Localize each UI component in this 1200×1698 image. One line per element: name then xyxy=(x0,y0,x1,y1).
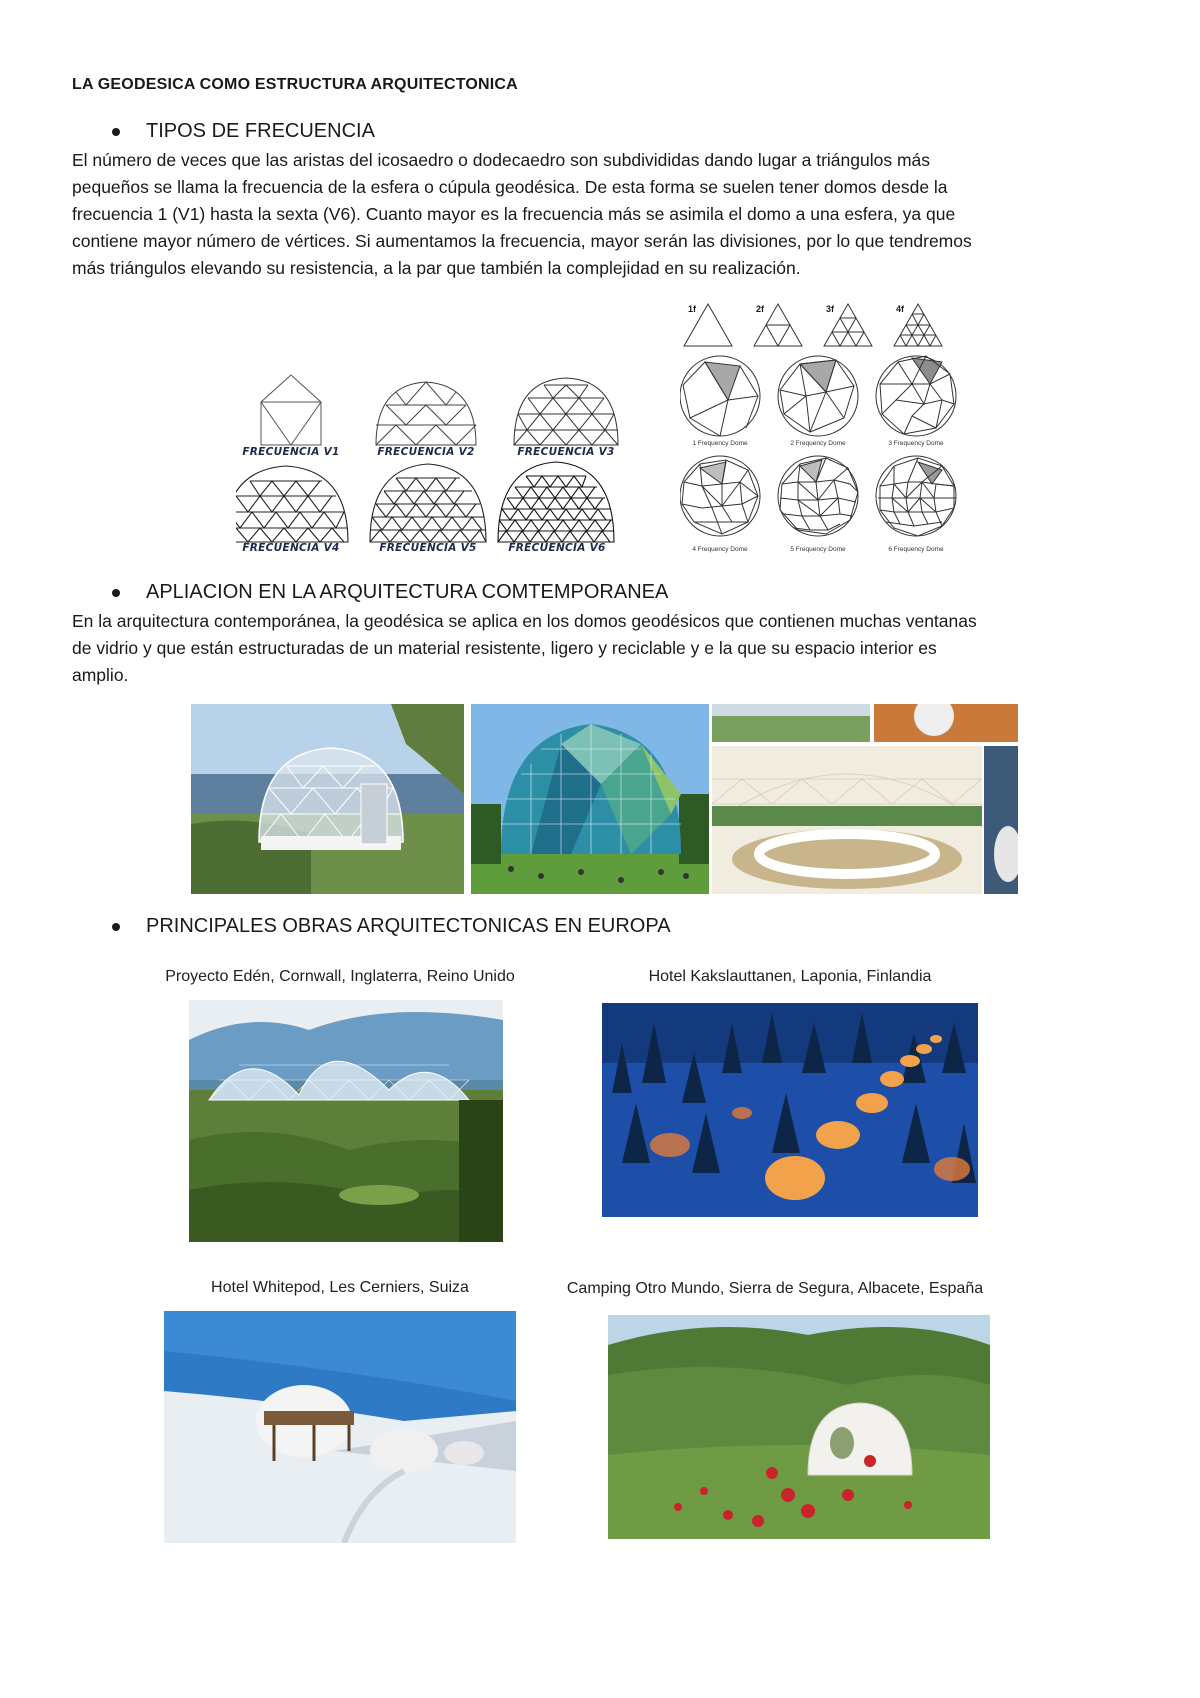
dome-v1-icon xyxy=(261,375,321,445)
section-heading-application xyxy=(72,581,668,604)
paragraph-line: El número de veces que las aristas del icosaedro o dodecaedro son subdivididas dando lugar a triángulos más xyxy=(72,150,931,170)
dome-label-v4: FRECUENCIA V4 xyxy=(242,542,340,554)
paragraph-line: amplio. xyxy=(72,665,129,685)
dome-label-v1: FRECUENCIA V1 xyxy=(242,446,340,458)
sphere-5f-icon xyxy=(778,456,858,536)
frequency-spheres-drawing xyxy=(680,300,970,565)
triangle-label-3f: 3f xyxy=(826,304,835,314)
work-caption-eden: Proyecto Edén, Cornwall, Inglaterra, Reino Unido xyxy=(165,968,515,985)
dome-label-v3: FRECUENCIA V3 xyxy=(517,446,615,458)
work-caption-kakslauttanen: Hotel Kakslauttanen, Laponia, Finlandia xyxy=(648,968,932,985)
frequency-paragraph xyxy=(72,147,1132,282)
dome-v5-icon xyxy=(370,464,486,542)
eden-project-photo xyxy=(189,1000,503,1242)
application-paragraph xyxy=(72,608,1132,689)
dome-label-v6: FRECUENCIA V6 xyxy=(508,542,606,554)
paragraph-line: contiene mayor número de vértices. Si aumentamos la frecuencia, mayor serán las divisiones, por lo que tendremos xyxy=(72,231,972,251)
work-caption-otro-mundo: Camping Otro Mundo, Sierra de Segura, Albacete, España xyxy=(566,1280,984,1297)
dome-v2-icon xyxy=(376,382,476,445)
sphere-6f-icon xyxy=(876,456,956,536)
bullet-icon xyxy=(112,923,120,931)
dome-label-v2: FRECUENCIA V2 xyxy=(377,446,475,458)
glass-dome-seaside-photo xyxy=(191,704,464,894)
sphere-label-5f: 5 Frequency Dome xyxy=(790,546,846,553)
triangle-label-2f: 2f xyxy=(756,304,765,314)
otro-mundo-camping-photo xyxy=(608,1315,990,1539)
sphere-4f-icon xyxy=(680,456,760,536)
sphere-label-6f: 6 Frequency Dome xyxy=(888,546,944,553)
triangle-label-1f: 1f xyxy=(688,304,697,314)
sphere-label-4f: 4 Frequency Dome xyxy=(692,546,748,553)
sphere-1f-icon xyxy=(680,356,760,436)
dome-v3-icon xyxy=(514,378,618,445)
sphere-label-1f: 1 Frequency Dome xyxy=(692,440,748,447)
bullet-icon xyxy=(112,128,120,136)
bullet-icon xyxy=(112,589,120,597)
dome-v4-icon xyxy=(236,466,348,542)
colored-dome-park-photo xyxy=(471,704,709,894)
dome-interior-collage-photo xyxy=(712,704,1018,894)
section-heading-frequency xyxy=(72,120,375,143)
dome-v6-icon xyxy=(498,462,614,542)
whitepod-hotel-photo xyxy=(164,1311,516,1543)
sphere-3f-icon xyxy=(876,356,956,436)
sphere-label-3f: 3 Frequency Dome xyxy=(888,440,944,447)
section-heading-text: PRINCIPALES OBRAS ARQUITECTONICAS EN EUROPA xyxy=(146,915,671,937)
section-heading-text: TIPOS DE FRECUENCIA xyxy=(146,120,375,142)
paragraph-line: más triángulos elevando su resistencia, a la par que también la complejidad en su realización. xyxy=(72,258,801,278)
frequency-domes-figure xyxy=(236,370,646,560)
dome-label-v5: FRECUENCIA V5 xyxy=(379,542,477,554)
sphere-2f-icon xyxy=(778,356,858,436)
frequency-domes-drawing xyxy=(236,370,646,560)
frequency-spheres-figure xyxy=(680,300,970,565)
section-heading-europe xyxy=(72,915,671,938)
work-caption-whitepod: Hotel Whitepod, Les Cerniers, Suiza xyxy=(211,1279,469,1296)
paragraph-line: frecuencia 1 (V1) hasta la sexta (V6). Cuanto mayor es la frecuencia más se asimila el domo a una esfera, ya que xyxy=(72,204,956,224)
section-heading-text: APLIACION EN LA ARQUITECTURA COMTEMPORANEA xyxy=(146,581,669,603)
paragraph-line: En la arquitectura contemporánea, la geodésica se aplica en los domos geodésicos que contienen muchas ventanas xyxy=(72,611,977,631)
paragraph-line: de vidrio y que están estructuradas de un material resistente, ligero y reciclable y e la que su espacio interior es xyxy=(72,638,937,658)
page-title: LA GEODESICA COMO ESTRUCTURA ARQUITECTONICA xyxy=(72,76,518,93)
sphere-label-2f: 2 Frequency Dome xyxy=(790,440,846,447)
triangle-label-4f: 4f xyxy=(896,304,905,314)
kakslauttanen-hotel-photo xyxy=(602,1003,978,1217)
paragraph-line: pequeños se llama la frecuencia de la esfera o cúpula geodésica. De esta forma se suelen tener domos desde la xyxy=(72,177,948,197)
